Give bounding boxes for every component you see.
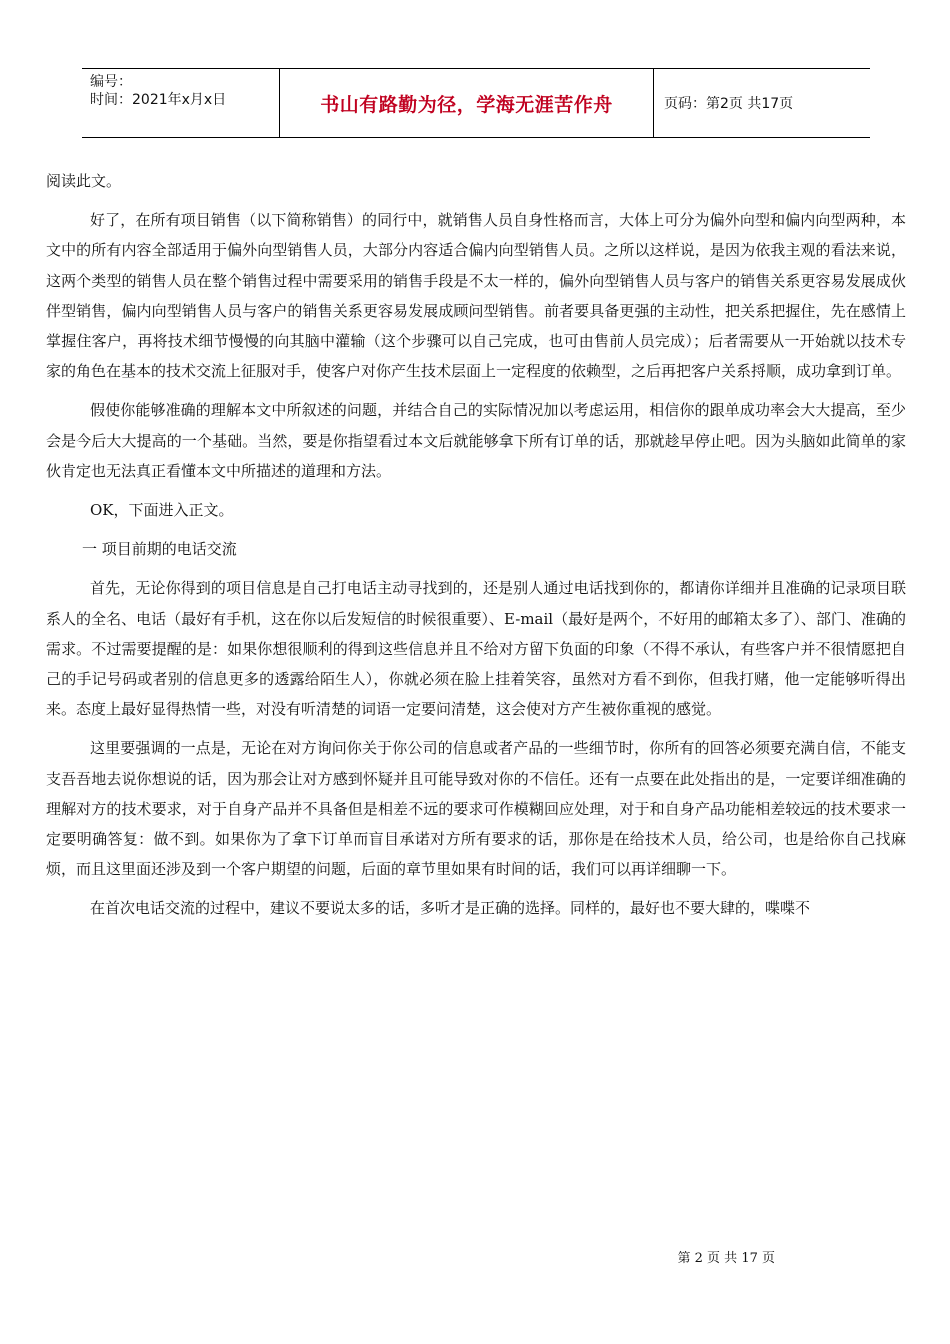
footer-page-number: 第 2 页 共 17 页 [677, 1251, 775, 1266]
header-page-number: 页码：第2页 共17页 [664, 96, 794, 112]
paragraph-first-record-info: 首先，无论你得到的项目信息是自己打电话主动寻找到的，还是别人通过电话找到你的，都请你详细并且准确的记录项目联系人的全名、电话（最好有手机，这在你以后发短信的时候很重要）、E-mail（最好是两个，不好用的邮箱太多了）、部门、准确的需求。不过需要提醒的是：如果你想很顺利的得到这些信息并且不给对方留下负面的印象（不得不承认，有些客户并不很情愿把自己的手记号码或者别的信息更多的透露给陌生人），你就必须在脸上挂着笑容，虽然对方看不到你，但我打赌，他一定能够听得出来。态度上最好显得热情一些，对没有听清楚的词语一定要问清楚，这会使对方产生被你重视的感觉。 [46, 579, 906, 719]
page-header [82, 68, 870, 138]
section-heading-phone-communication: 一 项目前期的电话交流 [82, 540, 237, 559]
document-time-label: 时间：2021年x月x日 [90, 92, 227, 108]
paragraph-salesperson-types: 好了，在所有项目销售（以下简称销售）的同行中，就销售人员自身性格而言，大体上可分为偏外向型和偏内向型两种，本文中的所有内容全部适用于偏外向型销售人员，大部分内容适合偏内向型销售人员。之所以这样说，是因为依我主观的看法来说，这两个类型的销售人员在整个销售过程中需要采用的销售手段是不太一样的，偏外向型销售人员与客户的销售关系更容易发展成伙伴型销售，偏内向型销售人员与客户的销售关系更容易发展成顾问型销售。前者要具备更强的主动性，把关系把握住，先在感情上掌握住客户，再将技术细节慢慢的向其脑中灌输（这个步骤可以自己完成，也可由售前人员完成）；后者需要从一开始就以技术专家的角色在基本的技术交流上征服对手，使客户对你产生技术层面上一定程度的依赖型，之后再把客户关系捋顺，成功拿到订单。 [46, 211, 906, 381]
header-motto: 书山有路勤为径，学海无涯苦作舟 [320, 93, 613, 116]
header-meta [82, 69, 280, 137]
paragraph-first-call-listen: 在首次电话交流的过程中，建议不要说太多的话，多听才是正确的选择。同样的，最好也不要大肆的，喋喋不 [90, 899, 811, 918]
paragraph-continuation: 阅读此文。 [46, 172, 122, 190]
paragraph-confidence: 这里要强调的一点是，无论在对方询问你关于你公司的信息或者产品的一些细节时，你所有的回答必须要充满自信，不能支支吾吾地去说你想说的话，因为那会让对方感到怀疑并且可能导致对你的不信任。还有一点要在此处指出的是，一定要详细准确的理解对方的技术要求，对于自身产品并不具备但是相差不远的要求可作模糊回应处理，对于和自身产品功能相差较远的技术要求一定要明确答复：做不到。如果你为了拿下订单而盲目承诺对方所有要求的话，那你是在给技术人员，给公司，也是给你自己找麻烦，而且这里面还涉及到一个客户期望的问题，后面的章节里如果有时间的话，我们可以再详细聊一下。 [46, 739, 906, 879]
paragraph-understanding: 假使你能够准确的理解本文中所叙述的问题，并结合自己的实际情况加以考虑运用，相信你的跟单成功率会大大提高，至少会是今后大大提高的一个基础。当然，要是你指望看过本文后就能够拿下所有订单的话，那就趁早停止吧。因为头脑如此简单的家伙肯定也无法真正看懂本文中所描述的道理和方法。 [46, 401, 906, 480]
paragraph-ok-transition: OK，下面进入正文。 [90, 501, 234, 520]
document-body [46, 166, 906, 924]
document-number-label: 编号： [90, 74, 132, 90]
header-motto-cell [280, 69, 654, 137]
page-footer [0, 1247, 950, 1266]
header-page-cell [654, 69, 870, 137]
